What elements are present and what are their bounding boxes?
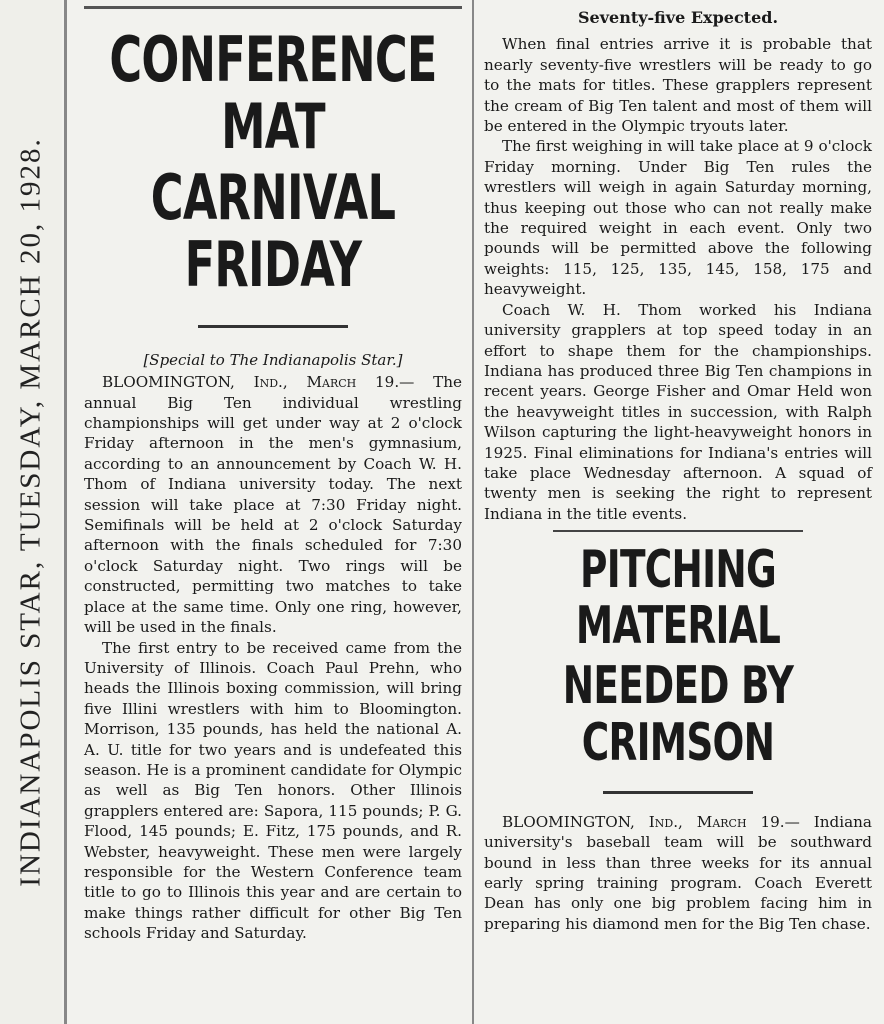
headline-line-1: CONFERENCE MAT	[109, 23, 437, 163]
article-body	[84, 350, 462, 944]
dateline: BLOOMINGTON, Ind., March 19.—	[102, 373, 415, 392]
newspaper-date-line: INDIANAPOLIS STAR, TUESDAY, MARCH 20, 1928.	[14, 137, 47, 887]
dateline: BLOOMINGTON, Ind., March 19.—	[502, 812, 800, 831]
second-article-body	[484, 812, 872, 934]
left-column	[74, 0, 468, 1024]
article-divider	[553, 530, 803, 532]
column-divider	[472, 0, 474, 1024]
second-headline-rule	[603, 791, 753, 794]
article-paragraph: When final entries arrive it is probable that nearly seventy-five wrestlers will be ready to go to the mats for titles. These grapplers represent the cream of Big Ten talent and most of them will be entered in the Olympic tryouts later.	[484, 35, 872, 136]
top-rule	[84, 6, 462, 9]
article-paragraph: The first entry to be received came from the University of Illinois. Coach Paul Prehn, who heads the Illinois boxing commission, will bring five Illini wrestlers with him to Bloomington. Morrison, 135 pounds, has held the national A. A. U. title for two years and is undefeated this season. He is a prominent candidate for Olympic as well as Big Ten honors. Other Illinois grapplers entered are: Sapora, 115 pounds; P. G. Flood, 145 pounds; E. Fitz, 175 pounds, and R. Webster, heavyweight. These men were largely responsible for the Western Conference team title to go to Illinois this year and are certain to make things rather difficult for other Big Ten schools Friday and Saturday.	[84, 638, 462, 943]
article-continuation	[484, 8, 872, 524]
article-paragraph: The first weighing in will take place at 9 o'clock Friday morning. Under Big Ten rules the wrestlers will weigh in again Saturday morning, thus keeping out those who can not really make the required weight in each event. Only two pounds will be permitted above the following weights: 115, 125, 135, 145, 158, 175 and heavyweight.	[484, 137, 872, 299]
article-paragraph: Coach W. H. Thom worked his Indiana university grapplers at top speed today in an effort to shape them for the championships. Indiana has produced three Big Ten champions in recent years. George Fisher and Omar Held won the heavyweight titles in succession, with Ralph Wilson capturing the light-heavyweight honors in 1925. Final eliminations for Indiana's entries will take place Wednesday afternoon. A squad of twenty men is seeking the right to represent Indiana in the title events.	[484, 300, 872, 523]
right-column	[478, 0, 878, 1024]
second-headline-line-2: NEEDED BY CRIMSON	[562, 656, 794, 773]
page-spine	[0, 0, 62, 1024]
spine-divider	[64, 0, 67, 1024]
article-paragraph	[484, 812, 872, 934]
headline-rule	[198, 325, 348, 328]
paragraph-text: The annual Big Ten individual wrestling championships will get under way at 2 o'clock Friday afternoon in the men's gymnasium, according to an announcement by Coach W. H. Thom of Indiana university today. The next session will take place at 7:30 Friday night. Semifinals will be held at 2 o'clock Saturday afternoon with the finals scheduled for 7:30 o'clock Saturday night. Two rings will be constructed, permitting two matches to take place at the same time. Only one ring, however, will be used in the finals.	[84, 373, 463, 637]
headline-line-2: CARNIVAL FRIDAY	[150, 160, 396, 301]
subheading: Seventy-five Expected.	[577, 8, 779, 27]
second-headline-line-1: PITCHING MATERIAL	[575, 540, 781, 657]
paragraph-text: Indiana university's baseball team will be southward bound in less than three weeks for its annual early spring training program. Coach Everett Dean has only one big problem facing him in preparing his diamond men for the Big Ten chase.	[484, 812, 872, 933]
article-credit: [Special to The Indianapolis Star.]	[143, 350, 403, 369]
article-paragraph	[84, 372, 462, 637]
